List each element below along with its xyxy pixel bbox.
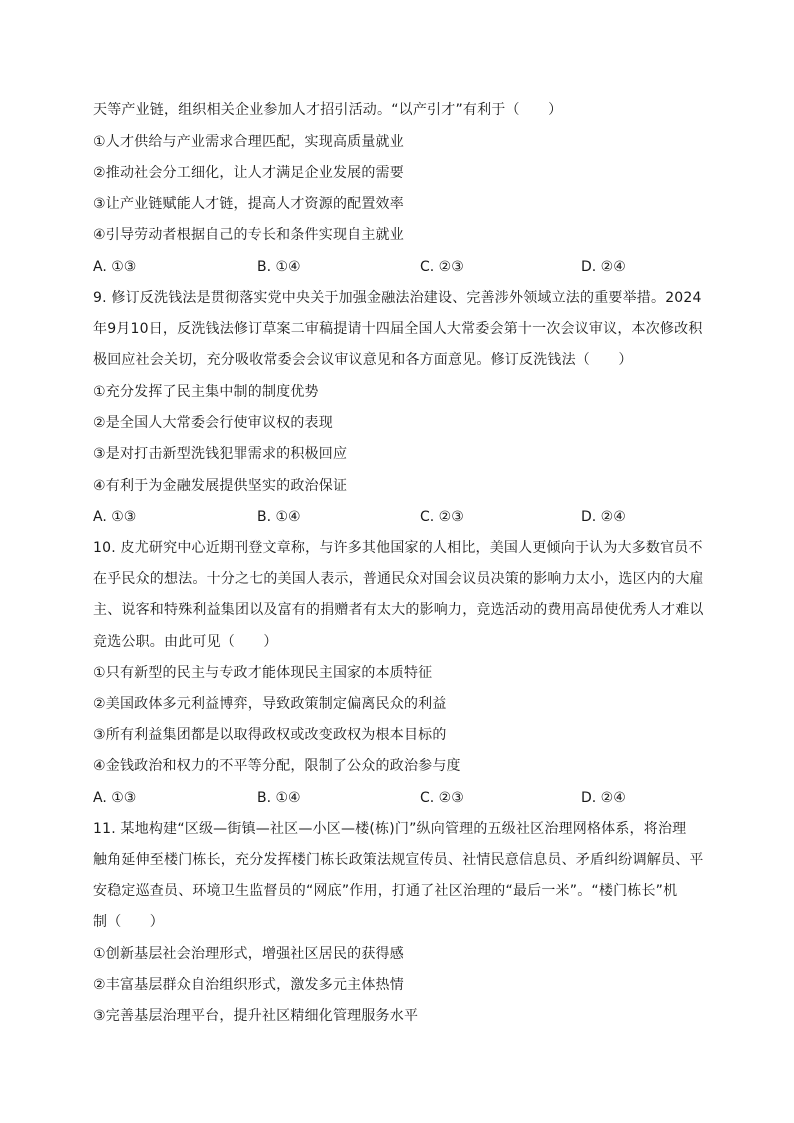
- q10-stem-line-4: 竞选公职。由此可见（ ）: [93, 634, 278, 650]
- q11-statement-2: ②丰富基层群众自治组织形式，激发多元主体热情: [93, 977, 404, 993]
- q8-option-c[interactable]: C. ②③: [420, 259, 464, 275]
- q11-statement-3: ③完善基层治理平台，提升社区精细化管理服务水平: [93, 1008, 419, 1024]
- q9-stem-line-2: 年9月10日，反洗钱法修订草案二审稿提请十四届全国人大常委会第十一次会议审议，本次修改积: [93, 321, 703, 337]
- q8-options: [93, 258, 713, 276]
- q10-statement-2: ②美国政体多元利益博弈，导致政策制定偏离民众的利益: [93, 696, 447, 712]
- q9-stem-line-1: 9. 修订反洗钱法是贯彻落实党中央关于加强金融法治建设、完善涉外领域立法的重要举措。2024: [93, 290, 702, 306]
- q10-option-a[interactable]: A. ①③: [93, 790, 137, 806]
- q9-statement-3: ③是对打击新型洗钱犯罪需求的积极回应: [93, 446, 348, 462]
- q10-stem-line-1: 10. 皮尤研究中心近期刊登文章称，与许多其他国家的人相比，美国人更倾向于认为大多数官员不: [93, 540, 703, 556]
- q9-statement-4: ④有利于为金融发展提供坚实的政治保证: [93, 478, 348, 494]
- q11-stem-line-4: 制（ ）: [93, 914, 164, 930]
- q9-option-a[interactable]: A. ①③: [93, 509, 137, 525]
- q8-option-d[interactable]: D. ②④: [581, 259, 626, 275]
- q8-option-a[interactable]: A. ①③: [93, 259, 137, 275]
- q10-option-d[interactable]: D. ②④: [581, 790, 626, 806]
- q8-statement-4: ④引导劳动者根据自己的专长和条件实现自主就业: [93, 227, 404, 243]
- q10-stem-line-3: 主、说客和特殊利益集团以及富有的捐赠者有太大的影响力，竞选活动的费用高昂使优秀人才难以: [93, 602, 704, 618]
- q8-option-b[interactable]: B. ①④: [257, 259, 301, 275]
- q11-statement-1: ①创新基层社会治理形式，增强社区居民的获得感: [93, 946, 404, 962]
- q9-option-d[interactable]: D. ②④: [581, 509, 626, 525]
- q9-option-b[interactable]: B. ①④: [257, 509, 301, 525]
- q8-stem-line-1: 天等产业链，组织相关企业参加人才招引活动。“以产引才”有利于（ ）: [93, 102, 563, 118]
- q8-statement-2: ②推动社会分工细化，让人才满足企业发展的需要: [93, 165, 404, 181]
- q9-statement-2: ②是全国人大常委会行使审议权的表现: [93, 415, 333, 431]
- q8-statement-3: ③让产业链赋能人才链，提高人才资源的配置效率: [93, 196, 404, 212]
- q10-statement-3: ③所有利益集团都是以取得政权或改变政权为根本目标的: [93, 727, 447, 743]
- q11-stem-line-3: 安稳定巡查员、环境卫生监督员的“网底”作用，打通了社区治理的“最后一米”。“楼门栋长”机: [93, 883, 678, 899]
- q11-stem-line-1: 11. 某地构建“区级—街镇—社区—小区—楼(栋)门”纵向管理的五级社区治理网格体系，将治理: [93, 821, 687, 837]
- q10-option-c[interactable]: C. ②③: [420, 790, 464, 806]
- q8-statement-1: ①人才供给与产业需求合理匹配，实现高质量就业: [93, 134, 404, 150]
- q9-statement-1: ①充分发挥了民主集中制的制度优势: [93, 384, 319, 400]
- q9-option-c[interactable]: C. ②③: [420, 509, 464, 525]
- q10-statement-1: ①只有新型的民主与专政才能体现民主国家的本质特征: [93, 665, 433, 681]
- q10-stem-line-2: 在乎民众的想法。十分之七的美国人表示，普通民众对国会议员决策的影响力太小，选区内的大雇: [93, 571, 704, 587]
- q11-stem-line-2: 触角延伸至楼门栋长，充分发挥楼门栋长政策法规宣传员、社情民意信息员、矛盾纠纷调解员、平: [93, 852, 704, 868]
- q10-statement-4: ④金钱政治和权力的不平等分配，限制了公众的政治参与度: [93, 758, 461, 774]
- q9-stem-line-3: 极回应社会关切，充分吸收常委会会议审议意见和各方面意见。修订反洗钱法（ ）: [93, 352, 633, 368]
- q10-option-b[interactable]: B. ①④: [257, 790, 301, 806]
- q9-options: [93, 508, 713, 526]
- q10-options: [93, 789, 713, 807]
